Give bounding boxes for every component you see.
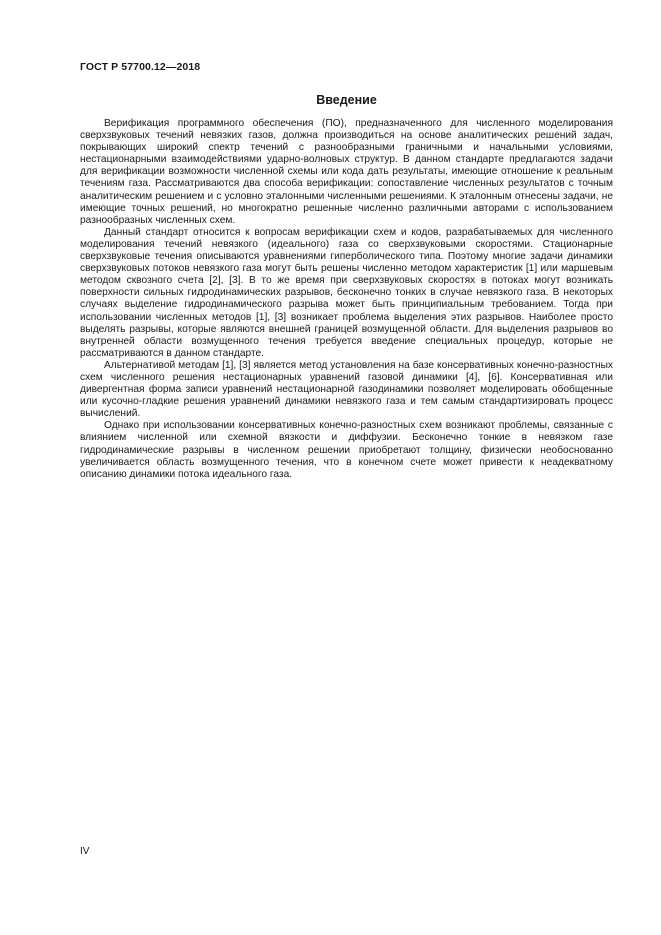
paragraph: Альтернативой методам [1], [3] является метод установления на базе консервативных конечно-разностных схем численного решения нестационарных уравнений газовой динамики [4], [6]. Консервативная или дивергентная форма записи уравнений нестационарной газодинамики позволяет моделировать обобщенные или кусочно-гладкие решения уравнений динамики невязкого газа и тем самым стандартизировать процесс вычислений.: [80, 359, 613, 420]
paragraph: Однако при использовании консервативных конечно-разностных схем возникают проблемы, связанные с влиянием численной или схемной вязкости и диффузии. Бесконечно тонкие в невязком газе гидродинамические разрывы в численном решении приобретают толщину, физически необоснованно увеличивается область возмущенного течения, что в конечном счете может привести к неадекватному описанию динамики потока идеального газа.: [80, 420, 613, 480]
paragraph: Верификация программного обеспечения (ПО), предназначенного для численного моделирования сверхзвуковых течений невязких газов, должна производиться на основе аналитических решений задач, покрывающих широкий спектр течений с разнообразными граничными и начальными условиями, нестационарными взаимодействиями ударно-волновых структур. В данном стандарте предлагаются задачи для верификации возможности численной схемы или кода дать результаты, имеющие отношение к реальным течениям газа. Рассматриваются два способа верификации: сопоставление численных результатов с точным аналитическим решением и с условно эталонными численными решениями. К эталонным отнесены задачи, не имеющие точных решений, но многократно решенные численно различными авторами с использованием разнообразных численных схем.: [80, 118, 613, 226]
page-number: IV: [80, 846, 90, 857]
document-code: ГОСТ Р 57700.12—2018: [80, 61, 201, 73]
paragraph: Данный стандарт относится к вопросам верификации схем и кодов, разрабатываемых для численного моделирования течений невязкого (идеального) газа со сверхзвуковыми скоростями. Стационарные сверхзвуковые течения описываются уравнениями гиперболического типа. Поэтому многие задачи динамики сверхзвуковых потоков невязкого газа могут быть решены численно методом характеристик [1] или маршевым методом сквозного счета [2], [3]. В то же время при сверхзвуковых скоростях в потоках могут возникать поверхности сильных гидродинамических разрывов, бесконечно тонких в случае невязкого газа. В некоторых случаях выделение гидродинамического разрыва может быть принципиальным требованием. Тогда при использовании численных методов [1], [3] возникает проблема выделения этих разрывов. Наиболее просто выделять разрывы, которые являются внешней границей возмущенной области. Для выделения разрывов во внутренней области возмущенного течения требуется введение специальных процедур, которые не рассматриваются в данном стандарте.: [80, 226, 613, 359]
section-title: Введение: [316, 93, 377, 107]
body-text: [80, 118, 613, 481]
